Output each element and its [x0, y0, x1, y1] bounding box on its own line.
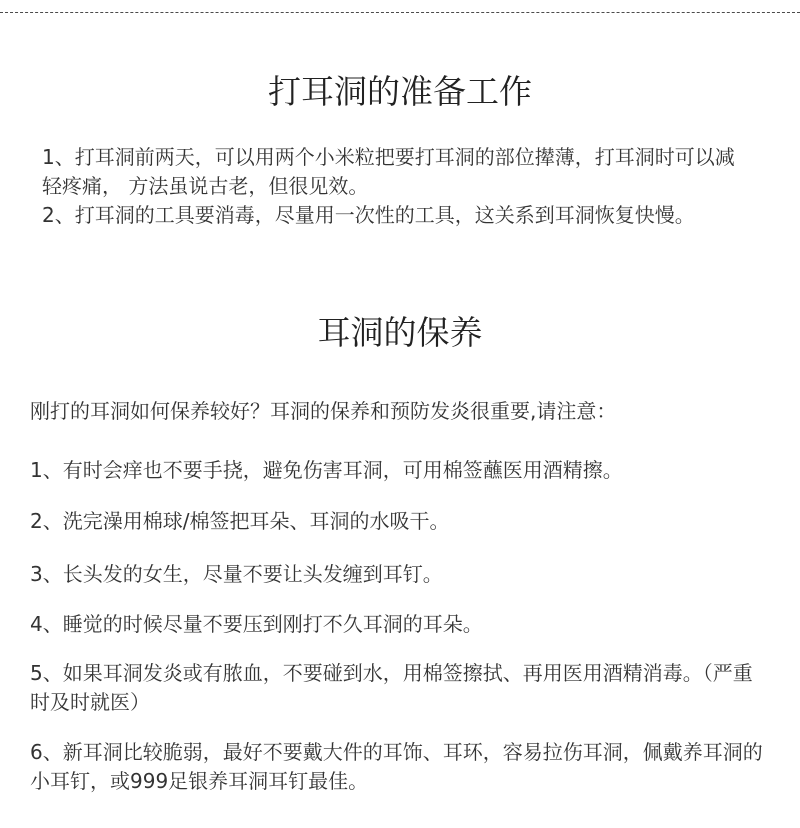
- care-item-4: 4、睡觉的时候尽量不要压到刚打不久耳洞的耳朵。: [30, 612, 483, 636]
- preparation-title: 打耳洞的准备工作: [268, 72, 532, 111]
- care-item-1: 1、有时会痒也不要手挠，避免伤害耳洞，可用棉签蘸医用酒精擦。: [30, 458, 623, 482]
- care-item-6: 6、新耳洞比较脆弱，最好不要戴大件的耳饰、耳环，容易拉伤耳洞，佩戴养耳洞的小耳钉，或999足银养耳洞耳钉最佳。: [30, 740, 763, 793]
- care-item-3: 3、长头发的女生，尽量不要让头发缠到耳钉。: [30, 562, 443, 586]
- care-title: 耳洞的保养: [317, 313, 483, 352]
- dashed-top-border: [0, 12, 800, 13]
- preparation-section: [42, 143, 754, 230]
- preparation-item-2: 2、打耳洞的工具要消毒，尽量用一次性的工具，这关系到耳洞恢复快慢。: [42, 203, 695, 227]
- care-item-5: 5、如果耳洞发炎或有脓血，不要碰到水，用棉签擦拭、再用医用酒精消毒。（严重时及时就医）: [30, 661, 753, 714]
- preparation-item-1: 1、打耳洞前两天，可以用两个小米粒把要打耳洞的部位撵薄，打耳洞时可以减轻疼痛， 方法虽说古老，但很见效。: [42, 145, 735, 198]
- care-intro: 刚打的耳洞如何保养较好？耳洞的保养和预防发炎很重要,请注意：: [30, 399, 617, 423]
- care-item-2: 2、洗完澡用棉球/棉签把耳朵、耳洞的水吸干。: [30, 509, 450, 533]
